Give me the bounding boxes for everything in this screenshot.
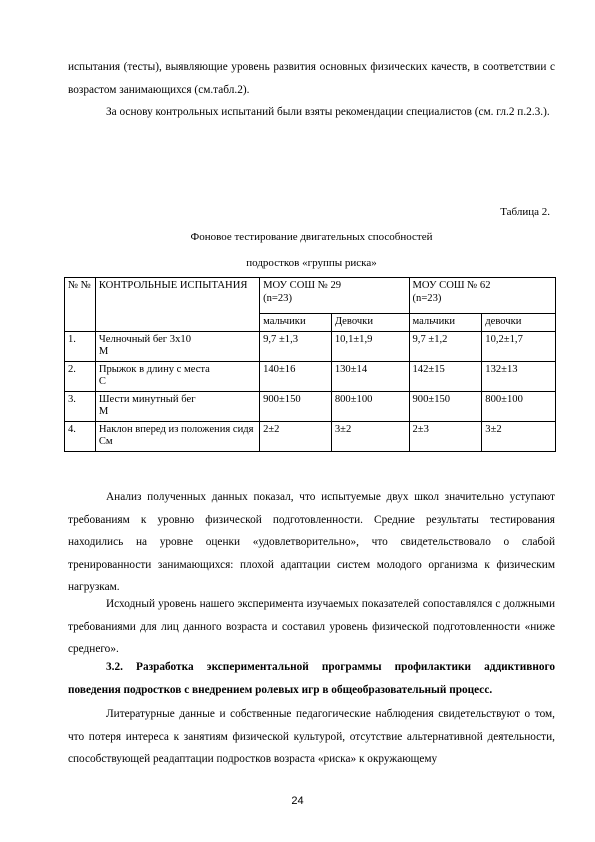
row-value: 142±15: [409, 361, 482, 391]
row-value: 3±2: [331, 421, 409, 451]
row-value: 800±100: [331, 391, 409, 421]
section-heading: 3.2. Разработка экспериментальной программы профилактики аддиктивного поведения подростков с внедрением ролевых игр в общеобразовательный процесс.: [68, 661, 555, 696]
row-number: 1.: [65, 331, 96, 361]
intro-paragraph-2: За основу контрольных испытаний были взяты рекомендации специалистов (см. гл.2 п.2.3.).: [106, 106, 550, 118]
header-school-62: [409, 278, 556, 314]
row-test: [95, 331, 259, 361]
table-row: [65, 391, 556, 421]
subheader-girls: Девочки: [331, 314, 409, 332]
analysis-paragraph-2: Исходный уровень нашего эксперимента изучаемых показателей сопоставлялся с должными требованиями для лиц данного возраста и составил уровень физической подготовленности «ниже среднего».: [68, 598, 555, 655]
row-value: 900±150: [409, 391, 482, 421]
test-name: Челночный бег 3х10: [98, 333, 191, 345]
header-number: № №: [65, 278, 96, 332]
row-value: 9,7 ±1,3: [260, 331, 332, 361]
table-row: [65, 361, 556, 391]
page-number: 24: [291, 795, 304, 807]
subheader-girls: девочки: [482, 314, 556, 332]
row-test: [95, 421, 259, 451]
row-value: 140±16: [260, 361, 332, 391]
school-62-name: МОУ СОШ № 62: [412, 280, 491, 291]
table-row: [65, 421, 556, 451]
table-title-line-1: Фоновое тестирование двигательных способностей: [190, 231, 433, 243]
row-test: [95, 361, 259, 391]
row-number: 2.: [65, 361, 96, 391]
test-unit: С: [98, 376, 106, 387]
subheader-boys: мальчики: [409, 314, 482, 332]
test-name: Прыжок в длину с места: [98, 363, 210, 375]
test-unit: М: [98, 346, 109, 357]
table-header-row: [65, 278, 556, 314]
row-number: 4.: [65, 421, 96, 451]
row-value: 130±14: [331, 361, 409, 391]
school-29-name: МОУ СОШ № 29: [263, 280, 342, 291]
row-value: 800±100: [482, 391, 556, 421]
row-value: 10,2±1,7: [482, 331, 556, 361]
header-tests: КОНТРОЛЬНЫЕ ИСПЫТАНИЯ: [95, 278, 259, 332]
row-value: 2±2: [260, 421, 332, 451]
row-test: [95, 391, 259, 421]
table-title-line-2: подростков «группы риска»: [246, 257, 377, 269]
row-value: 2±3: [409, 421, 482, 451]
row-value: 900±150: [260, 391, 332, 421]
table-row: [65, 331, 556, 361]
results-table: [64, 277, 556, 452]
subheader-boys: мальчики: [260, 314, 332, 332]
intro-paragraph-1: испытания (тесты), выявляющие уровень развития основных физических качеств, в соответствии с возрастом занимающихся (см.табл.2).: [68, 61, 555, 96]
test-unit: М: [98, 406, 109, 417]
test-name: Наклон вперед из положения сидя: [98, 423, 254, 435]
row-value: 9,7 ±1,2: [409, 331, 482, 361]
test-name: Шести минутный бег: [98, 393, 196, 405]
section-paragraph-1: Литературные данные и собственные педагогические наблюдения свидетельствуют о том, что потеря интереса к занятиям физической культурой, отсутствие альтернативной деятельности, способствующей реадаптации подростков возраста «риска» к окружающему: [68, 708, 555, 765]
table-label: Таблица 2.: [500, 206, 550, 218]
analysis-paragraph-1: Анализ полученных данных показал, что испытуемые двух школ значительно уступают требованиям к уровню физической подготовленности. Средние результаты тестирования находились на уровне оценки «удовлетворительно», что свидетельствовало о слабой тренированности занимающихся: плохой адаптации систем молодого организма к физическим нагрузкам.: [68, 491, 555, 593]
test-unit: См: [98, 436, 113, 447]
school-29-count: (n=23): [263, 292, 292, 304]
row-value: 10,1±1,9: [331, 331, 409, 361]
row-value: 132±13: [482, 361, 556, 391]
row-number: 3.: [65, 391, 96, 421]
school-62-count: (n=23): [412, 292, 442, 304]
header-school-29: [260, 278, 409, 314]
row-value: 3±2: [482, 421, 556, 451]
